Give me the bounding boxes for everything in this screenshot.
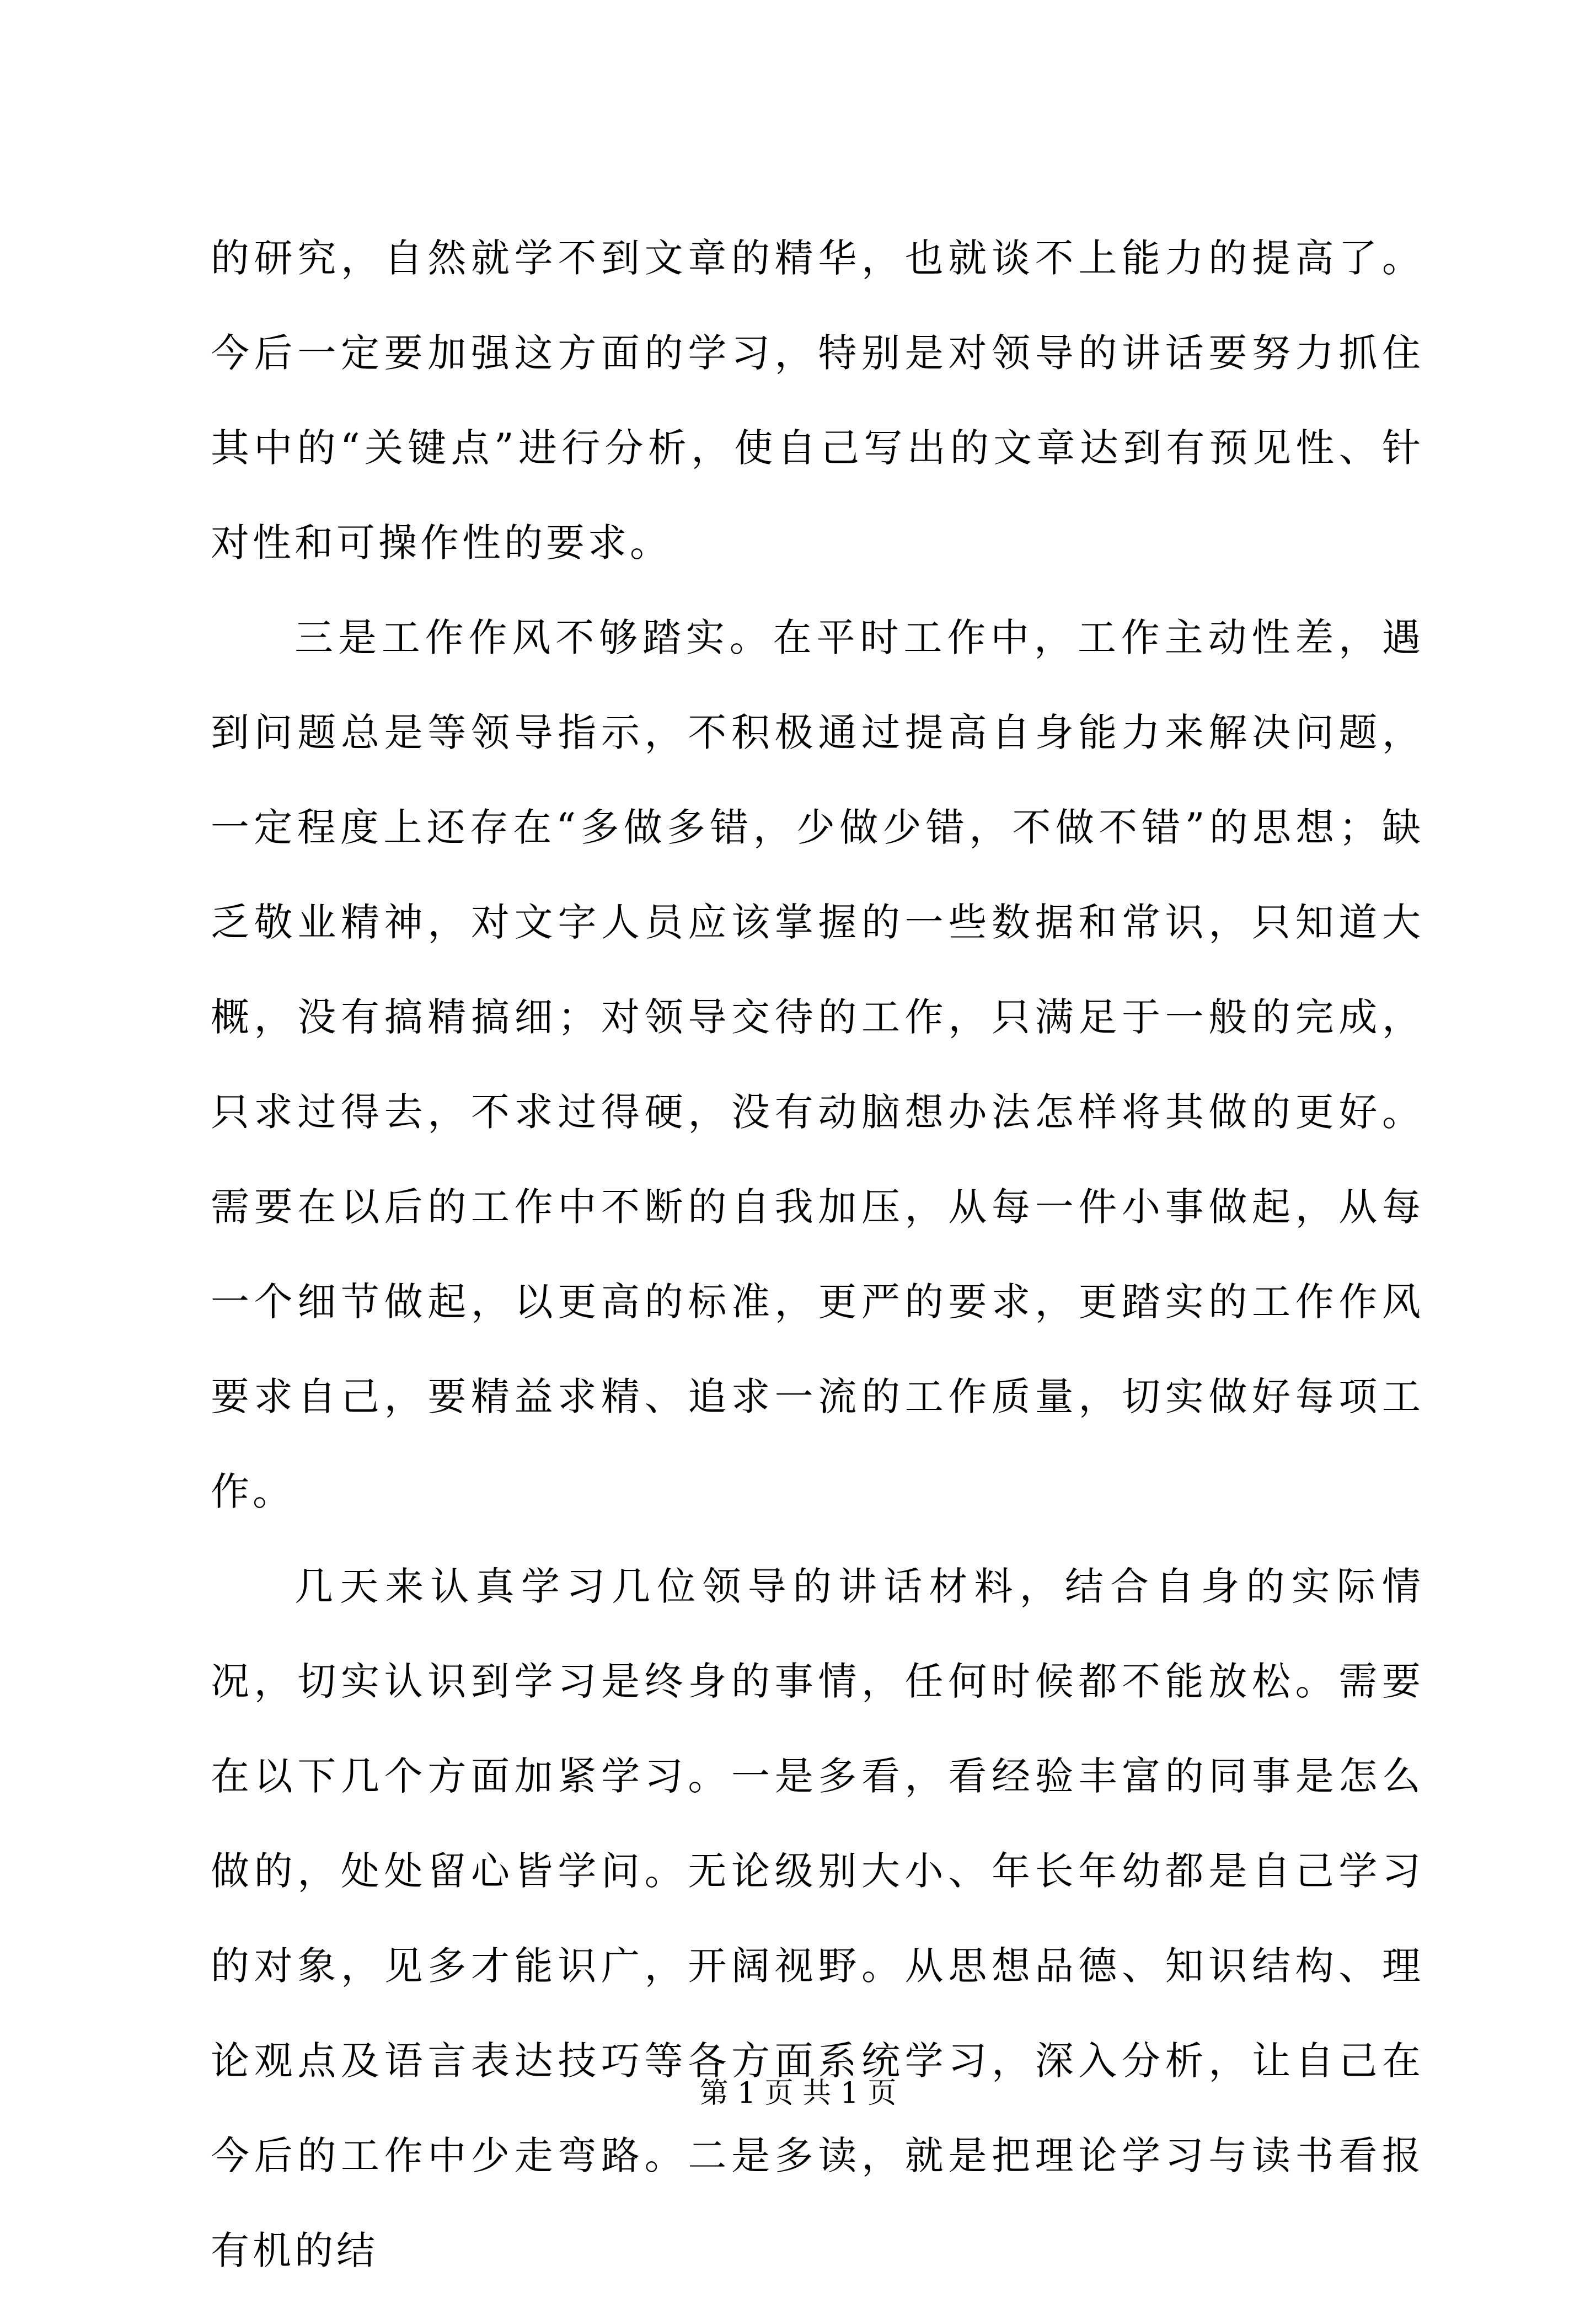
- paragraph-continuation: 的研究，自然就学不到文章的精华，也就谈不上能力的提高了。今后一定要加强这方面的学习，特别是对领导的讲话要努力抓住其中的“关键点”进行分析，使自己写出的文章达到有预见性、针对性和可操作性的要求。: [211, 236, 1424, 565]
- paragraph-study-plan: 几天来认真学习几位领导的讲话材料，结合自身的实际情况，切实认识到学习是终身的事情，任何时候都不能放松。需要在以下几个方面加紧学习。一是多看，看经验丰富的同事是怎么做的，处处留心皆学问。无论级别大小、年长年幼都是自己学习的对象，见多才能识广，开阔视野。从思想品德、知识结构、理论观点及语言表达技巧等各方面系统学习，深入分析，让自己在今后的工作中少走弯路。二是多读，就是把理论学习与读书看报有机的结: [211, 1564, 1424, 2273]
- paragraph-work-style: 三是工作作风不够踏实。在平时工作中，工作主动性差，遇到问题总是等领导指示，不积极通过提高自身能力来解决问题，一定程度上还存在“多做多错，少做少错，不做不错”的思想；缺乏敬业精神，对文字人员应该掌握的一些数据和常识，只知道大概，没有搞精搞细；对领导交待的工作，只满足于一般的完成，只求过得去，不求过得硬，没有动脑想办法怎样将其做的更好。需要在以后的工作中不断的自我加压，从每一件小事做起，从每一个细节做起，以更高的标准，更严的要求，更踏实的工作作风要求自己，要精益求精、追求一流的工作质量，切实做好每项工作。: [211, 615, 1424, 1514]
- document-body: [211, 211, 1424, 2298]
- page-footer: 第 1 页 共 1 页: [699, 2077, 897, 2110]
